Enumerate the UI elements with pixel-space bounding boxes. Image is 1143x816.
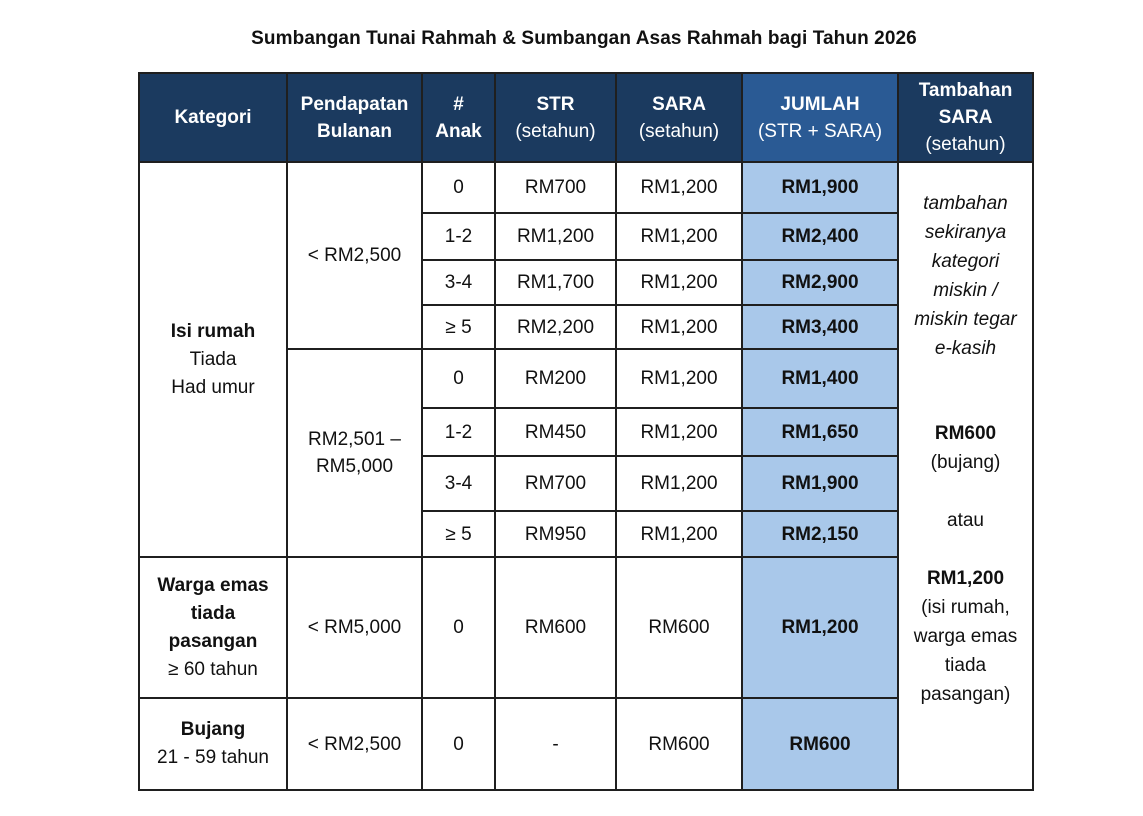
page-title: Sumbangan Tunai Rahmah & Sumbangan Asas Rahmah bagi Tahun 2026 — [251, 28, 917, 49]
anak-cell: 0 — [422, 349, 495, 408]
table-header-row — [139, 73, 1033, 162]
jumlah-cell: RM2,400 — [742, 213, 898, 260]
jumlah-cell: RM1,900 — [742, 456, 898, 511]
anak-cell: 3-4 — [422, 260, 495, 305]
anak-cell: 0 — [422, 557, 495, 698]
anak-cell: 0 — [422, 698, 495, 790]
header-kategori: Kategori — [139, 73, 287, 162]
sara-cell: RM600 — [616, 698, 742, 790]
str-cell: RM700 — [495, 162, 616, 213]
sara-cell: RM1,200 — [616, 260, 742, 305]
jumlah-cell: RM2,150 — [742, 511, 898, 557]
str-cell: RM450 — [495, 408, 616, 456]
str-cell: RM1,700 — [495, 260, 616, 305]
header-str: STR (setahun) — [495, 73, 616, 162]
sara-cell: RM1,200 — [616, 213, 742, 260]
str-cell: RM2,200 — [495, 305, 616, 349]
anak-cell: ≥ 5 — [422, 305, 495, 349]
header-anak: # Anak — [422, 73, 495, 162]
jumlah-cell: RM1,200 — [742, 557, 898, 698]
jumlah-cell: RM600 — [742, 698, 898, 790]
income-warga-emas: < RM5,000 — [287, 557, 422, 698]
header-pendapatan: Pendapatan Bulanan — [287, 73, 422, 162]
anak-cell: 1-2 — [422, 408, 495, 456]
jumlah-cell: RM1,900 — [742, 162, 898, 213]
jumlah-cell: RM1,650 — [742, 408, 898, 456]
anak-cell: 0 — [422, 162, 495, 213]
income-band-2: RM2,501 – RM5,000 — [287, 349, 422, 557]
str-cell: RM950 — [495, 511, 616, 557]
category-warga-emas: Warga emas tiada pasangan ≥ 60 tahun — [139, 557, 287, 698]
header-tambahan-sara: Tambahan SARA (setahun) — [898, 73, 1033, 162]
sara-cell: RM1,200 — [616, 305, 742, 349]
sara-cell: RM1,200 — [616, 408, 742, 456]
category-bujang: Bujang 21 - 59 tahun — [139, 698, 287, 790]
sara-cell: RM600 — [616, 557, 742, 698]
anak-cell: 3-4 — [422, 456, 495, 511]
tambahan-sara-note: tambahan sekiranya kategori miskin / miskin tegar e-kasih RM600 (bujang) atau RM1,200 (isi rumah, warga emas tiada pasangan) — [898, 162, 1033, 790]
str-cell: RM200 — [495, 349, 616, 408]
header-sara: SARA (setahun) — [616, 73, 742, 162]
rahmah-table — [138, 72, 1034, 791]
str-cell: - — [495, 698, 616, 790]
sara-cell: RM1,200 — [616, 162, 742, 213]
sara-cell: RM1,200 — [616, 511, 742, 557]
jumlah-cell: RM1,400 — [742, 349, 898, 408]
sara-cell: RM1,200 — [616, 349, 742, 408]
income-band-1: < RM2,500 — [287, 162, 422, 349]
jumlah-cell: RM2,900 — [742, 260, 898, 305]
str-cell: RM1,200 — [495, 213, 616, 260]
anak-cell: 1-2 — [422, 213, 495, 260]
str-cell: RM600 — [495, 557, 616, 698]
header-jumlah: JUMLAH (STR + SARA) — [742, 73, 898, 162]
table-row — [139, 162, 1033, 213]
sara-cell: RM1,200 — [616, 456, 742, 511]
str-cell: RM700 — [495, 456, 616, 511]
category-isi-rumah: Isi rumah Tiada Had umur — [139, 162, 287, 557]
jumlah-cell: RM3,400 — [742, 305, 898, 349]
income-bujang: < RM2,500 — [287, 698, 422, 790]
anak-cell: ≥ 5 — [422, 511, 495, 557]
